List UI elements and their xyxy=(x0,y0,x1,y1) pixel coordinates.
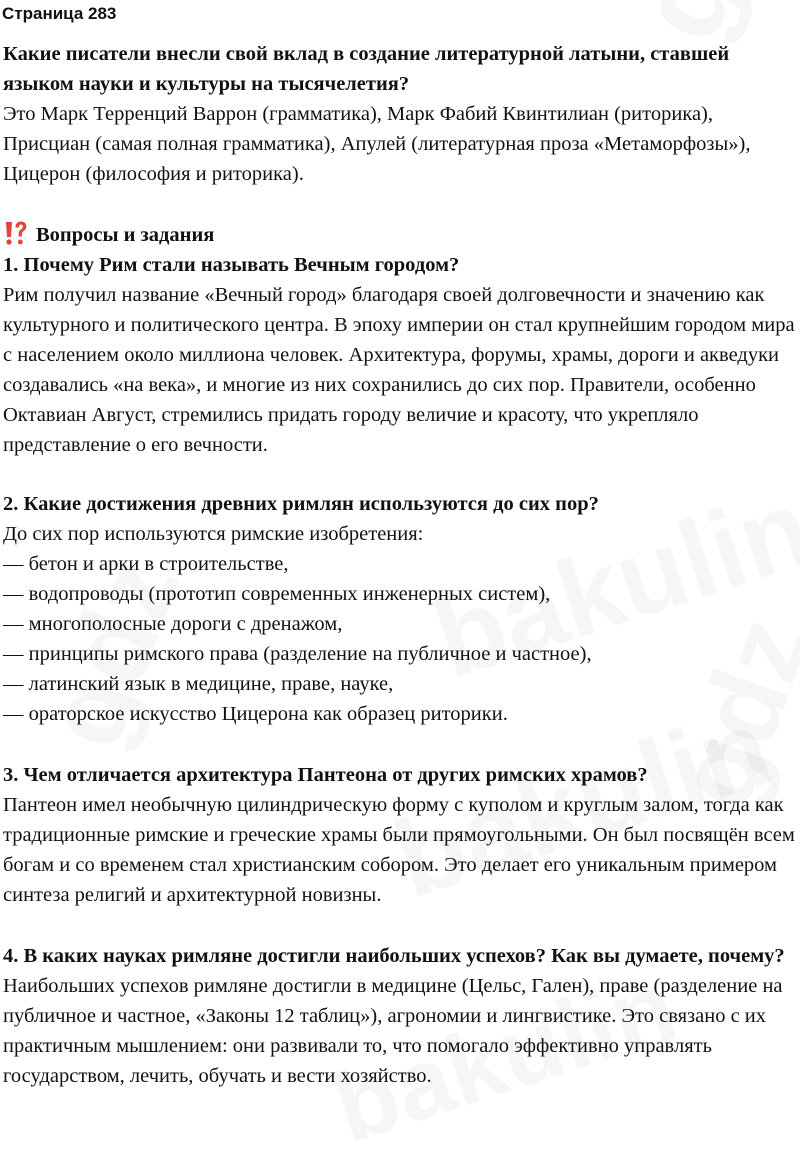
answer-3: Пантеон имел необычную цилиндрическую форму с куполом и круглым залом, тогда как традиционные римские и греческие храмы были прямоугольными. Он был посвящён всем богам и со временем стал христианским собором. Это делает его уникальным примером синтеза религий и архитектурной новизны. xyxy=(3,794,795,906)
intro-question: Какие писатели внесли свой вклад в создание литературной латыни, ставшей языком науки и культуры на тысячелетия? xyxy=(3,43,730,95)
question-3: 3. Чем отличается архитектура Пантеона от других римских храмов? xyxy=(3,764,648,786)
document-body xyxy=(3,39,797,1091)
question-2: 2. Какие достижения древних римлян используются до сих пор? xyxy=(3,493,599,515)
list-item: — бетон и арки в строительстве, xyxy=(3,553,289,575)
intro-answer: Это Марк Терренций Варрон (грамматика), Марк Фабий Квинтилиан (риторика), Присциан (самая полная грамматика), Апулей (литературная проза «Метаморфозы»), Цицерон (философия и риторика). xyxy=(3,103,751,185)
exclamation-question-icon xyxy=(3,220,27,246)
list-item: — принципы римского права (разделение на публичное и частное), xyxy=(3,643,592,665)
question-4: 4. В каких науках римляне достигли наибольших успехов? Как вы думаете, почему? xyxy=(3,945,785,967)
answer-2-intro: До сих пор используются римские изобретения: xyxy=(3,523,424,545)
page-number-label: Страница 283 xyxy=(2,4,117,23)
section-title: Вопросы и задания xyxy=(36,224,215,246)
list-item: — ораторское искусство Цицерона как образец риторики. xyxy=(3,703,508,725)
answer-4: Наибольших успехов римляне достигли в медицине (Цельс, Гален), праве (разделение на публичное и частное, «Законы 12 таблиц»), агрономии и лингвистике. Это связано с их практичным мышлением: они развивали то, что помогало эффективно управлять государством, лечить, обучать и вести хозяйство. xyxy=(3,975,783,1087)
list-item: — многополосные дороги с дренажом, xyxy=(3,613,343,635)
list-item: — латинский язык в медицине, праве, науке, xyxy=(3,673,394,695)
answer-1: Рим получил название «Вечный город» благодаря своей долговечности и значению как культурного и политического центра. В эпоху империи он стал крупнейшим городом мира с населением около миллиона человек. Архитектура, форумы, храмы, дороги и акведуки создавались «на века», и многие из них сохранились до сих пор. Правители, особенно Октавиан Август, стремились придать городу величие и красоту, что укрепляло представление о его вечности. xyxy=(3,284,795,456)
list-item: — водопроводы (прототип современных инженерных систем), xyxy=(3,583,551,605)
section-heading xyxy=(3,220,797,250)
question-1: 1. Почему Рим стали называть Вечным городом? xyxy=(3,254,460,276)
